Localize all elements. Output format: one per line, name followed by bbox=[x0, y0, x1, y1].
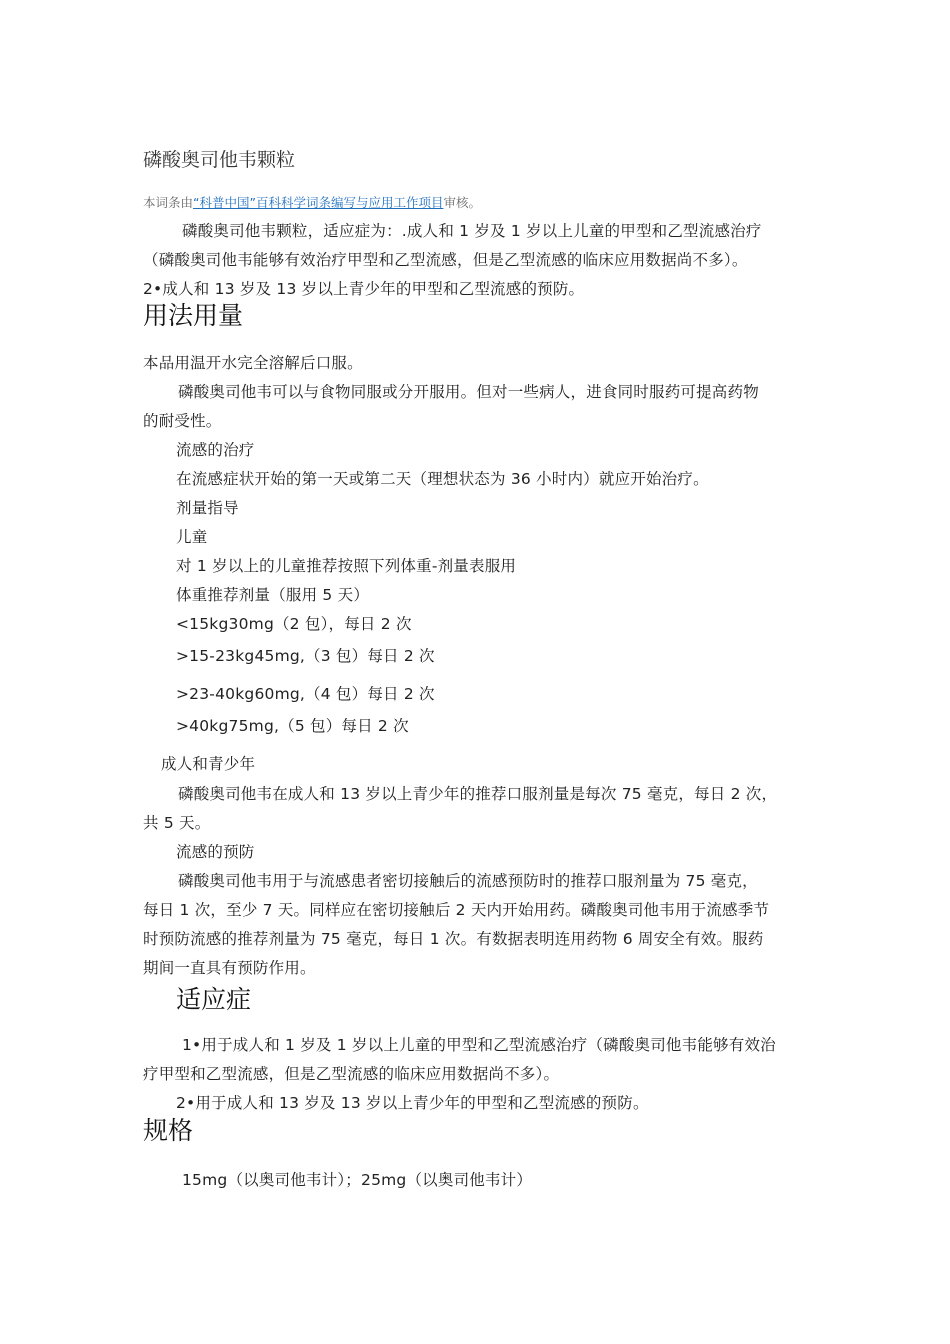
page-title: 磷酸奥司他韦颗粒 bbox=[143, 149, 296, 171]
review-suffix: 审核。 bbox=[443, 195, 481, 210]
usage-subheading: 流感的预防 bbox=[176, 843, 255, 861]
usage-line: 共 5 天。 bbox=[143, 814, 211, 832]
usage-subheading: 儿童 bbox=[176, 528, 208, 546]
dose-row: >23-40kg60mg,（4 包）每日 2 次 bbox=[176, 685, 435, 703]
dose-row: <15kg30mg（2 包），每日 2 次 bbox=[176, 615, 412, 633]
section-heading-usage: 用法用量 bbox=[143, 301, 244, 330]
usage-line: 对 1 岁以上的儿童推荐按照下列体重-剂量表服用 bbox=[176, 557, 517, 575]
review-project-link[interactable]: “科普中国”百科科学词条编写与应用工作项目 bbox=[193, 195, 444, 210]
indication-line: 2•用于成人和 13 岁及 13 岁以上青少年的甲型和乙型流感的预防。 bbox=[176, 1094, 649, 1112]
usage-line: 期间一直具有预防作用。 bbox=[143, 959, 316, 977]
indication-line: 1•用于成人和 1 岁及 1 岁以上儿童的甲型和乙型流感治疗（磷酸奥司他韦能够有效治 bbox=[182, 1036, 776, 1054]
dose-row: >15-23kg45mg,（3 包）每日 2 次 bbox=[176, 647, 435, 665]
review-note bbox=[143, 194, 481, 212]
usage-line: 每日 1 次，至少 7 天。同样应在密切接触后 2 天内开始用药。磷酸奥司他韦用于流感季节 bbox=[143, 901, 770, 919]
section-heading-spec: 规格 bbox=[143, 1116, 194, 1145]
usage-subheading: 剂量指导 bbox=[176, 499, 239, 517]
usage-subheading: 成人和青少年 bbox=[161, 755, 256, 773]
usage-line: 本品用温开水完全溶解后口服。 bbox=[143, 354, 363, 372]
intro-line-1: 磷酸奥司他韦颗粒，适应症为：.成人和 1 岁及 1 岁以上儿童的甲型和乙型流感治疗 bbox=[182, 222, 762, 240]
usage-line: 时预防流感的推荐剂量为 75 毫克，每日 1 次。有数据表明连用药物 6 周安全有效。服药 bbox=[143, 930, 764, 948]
section-heading-indications: 适应症 bbox=[176, 985, 252, 1014]
spec-text: 15mg（以奥司他韦计）；25mg（以奥司他韦计） bbox=[182, 1171, 533, 1189]
usage-line: 的耐受性。 bbox=[143, 412, 222, 430]
usage-line: 磷酸奥司他韦在成人和 13 岁以上青少年的推荐口服剂量是每次 75 毫克，每日 2 次， bbox=[178, 785, 778, 803]
usage-subheading: 流感的治疗 bbox=[176, 441, 255, 459]
intro-line-3: 2•成人和 13 岁及 13 岁以上青少年的甲型和乙型流感的预防。 bbox=[143, 280, 585, 298]
indication-line: 疗甲型和乙型流感，但是乙型流感的临床应用数据尚不多）。 bbox=[143, 1065, 560, 1083]
usage-line: 磷酸奥司他韦用于与流感患者密切接触后的流感预防时的推荐口服剂量为 75 毫克， bbox=[178, 872, 758, 890]
dose-row: >40kg75mg,（5 包）每日 2 次 bbox=[176, 717, 409, 735]
usage-line: 体重推荐剂量（服用 5 天） bbox=[176, 586, 370, 604]
usage-line: 磷酸奥司他韦可以与食物同服或分开服用。但对一些病人，进食同时服药可提高药物 bbox=[178, 383, 759, 401]
intro-line-2: （磷酸奥司他韦能够有效治疗甲型和乙型流感，但是乙型流感的临床应用数据尚不多）。 bbox=[143, 251, 748, 269]
review-prefix: 本词条由 bbox=[143, 195, 194, 210]
usage-line: 在流感症状开始的第一天或第二天（理想状态为 36 小时内）就应开始治疗。 bbox=[176, 470, 709, 488]
